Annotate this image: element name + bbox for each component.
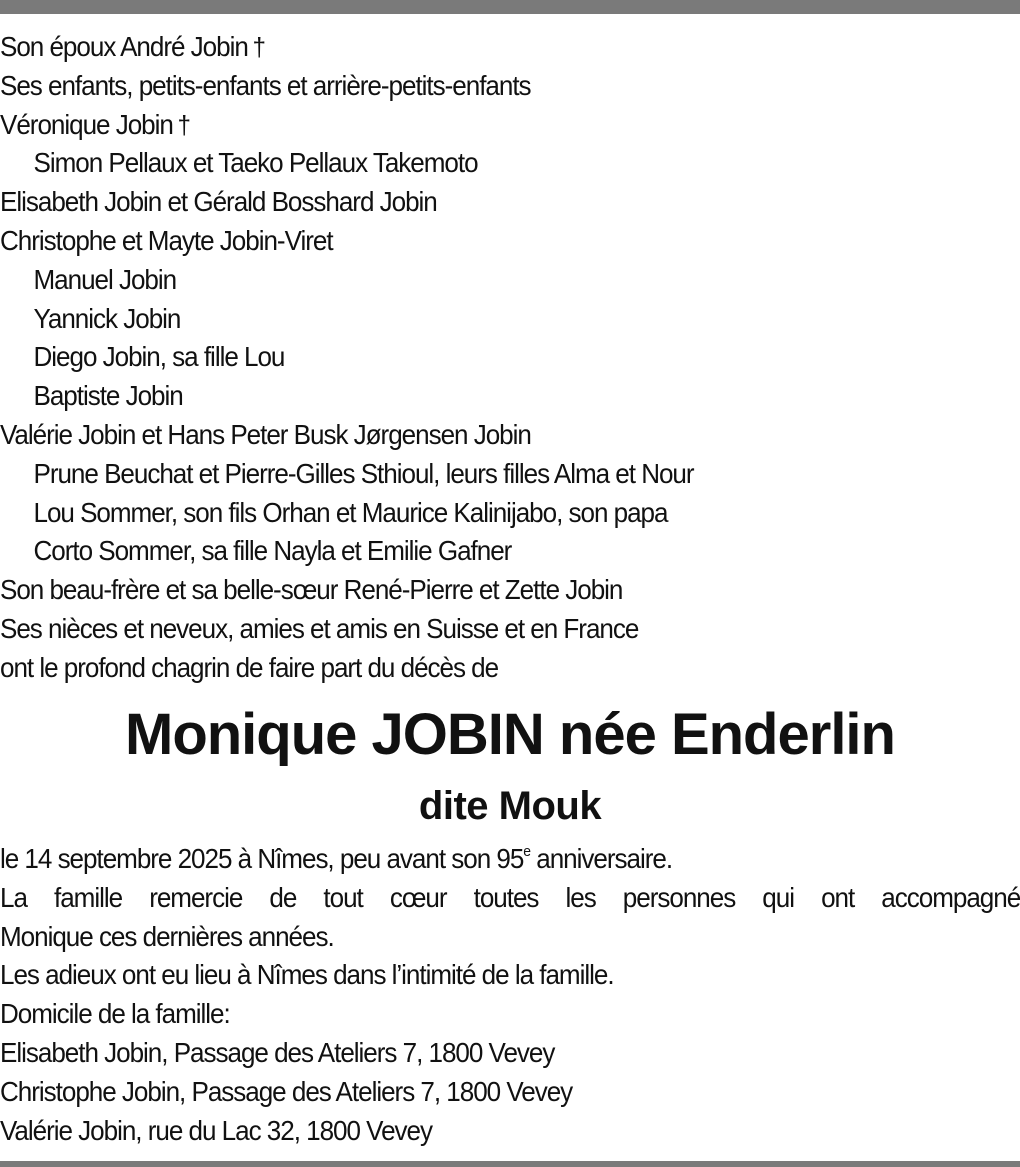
family-line — [0, 222, 949, 261]
details-block — [0, 840, 1020, 1150]
thanks-word: La — [0, 881, 27, 913]
family-line — [0, 338, 949, 377]
family-line — [0, 377, 949, 416]
thanks-word: cœur — [389, 881, 447, 913]
thanks-word: tout — [323, 881, 363, 913]
family-line — [0, 416, 949, 455]
detail-line: Christophe Jobin, Passage des Ateliers 7, 1800 Vevey — [0, 1075, 573, 1107]
date-line — [0, 840, 949, 879]
family-line-text: Simon Pellaux et Taeko Pellaux Takemoto — [33, 147, 478, 179]
cross-icon: † — [177, 109, 190, 140]
thanks-word: toutes — [473, 881, 539, 913]
family-line-text: Prune Beuchat et Pierre-Gilles Sthioul, leurs filles Alma et Nour — [33, 457, 694, 489]
nickname: dite Mouk — [418, 784, 602, 828]
family-list — [0, 28, 1020, 688]
family-line-text: Christophe et Mayte Jobin-Viret — [0, 224, 333, 256]
thanks-word: ont — [821, 881, 855, 913]
date-line-ordinal: e — [523, 843, 531, 860]
family-line — [0, 261, 949, 300]
family-line — [0, 455, 949, 494]
top-rule — [0, 0, 1020, 14]
detail-line: Les adieux ont eu lieu à Nîmes dans l’intimité de la famille. — [0, 959, 614, 991]
bottom-rule — [0, 1161, 1020, 1167]
family-line-text: Ses enfants, petits-enfants et arrière-petits-enfants — [0, 69, 531, 101]
family-line — [0, 67, 949, 106]
detail-line: Elisabeth Jobin, Passage des Ateliers 7, 1800 Vevey — [0, 1036, 555, 1068]
family-line-text: Baptiste Jobin — [33, 380, 183, 412]
thanks-word: les — [565, 881, 596, 913]
family-line — [0, 649, 949, 688]
detail-line: Valérie Jobin, rue du Lac 32, 1800 Vevey — [0, 1114, 432, 1146]
family-line — [0, 144, 949, 183]
family-line-text: Elisabeth Jobin et Gérald Bosshard Jobin — [0, 186, 437, 218]
thanks-word: de — [269, 881, 297, 913]
thanks-word: accompagné — [881, 881, 1020, 913]
family-line-text: Valérie Jobin et Hans Peter Busk Jørgensen Jobin — [0, 418, 531, 450]
thanks-line — [0, 879, 1020, 918]
thanks-word: famille — [54, 881, 123, 913]
thanks-word: qui — [762, 881, 794, 913]
family-line — [0, 532, 949, 571]
family-line-text: Diego Jobin, sa fille Lou — [33, 341, 285, 373]
family-line — [0, 571, 949, 610]
family-line — [0, 28, 949, 67]
detail-line: Monique ces dernières années. — [0, 920, 334, 952]
family-line-text: Véronique Jobin — [0, 108, 173, 140]
family-line-text: Son beau-frère et sa belle-sœur René-Pierre et Zette Jobin — [0, 574, 623, 606]
family-line-text: ont le profond chagrin de faire part du décès de — [0, 651, 499, 683]
family-line-text: Ses nièces et neveux, amies et amis en Suisse et en France — [0, 612, 639, 644]
detail-line: Domicile de la famille: — [0, 998, 230, 1030]
family-line-text: Corto Sommer, sa fille Nayla et Emilie Gafner — [33, 535, 512, 567]
family-line — [0, 300, 949, 339]
family-line — [0, 494, 949, 533]
family-line-text: Son époux André Jobin — [0, 31, 248, 62]
family-line — [0, 183, 949, 222]
thanks-word: remercie — [149, 881, 243, 913]
thanks-word: personnes — [622, 881, 736, 913]
family-line — [0, 610, 949, 649]
family-line-text: Lou Sommer, son fils Orhan et Maurice Kalinijabo, son papa — [33, 496, 668, 528]
family-line-text: Manuel Jobin — [33, 263, 177, 295]
family-line — [0, 106, 949, 145]
cross-icon: † — [252, 32, 265, 62]
date-line-after: anniversaire. — [530, 843, 673, 874]
deceased-name: Monique JOBIN née Enderlin — [125, 702, 895, 767]
date-line-before: le 14 septembre 2025 à Nîmes, peu avant son 95 — [0, 843, 524, 874]
family-line-text: Yannick Jobin — [33, 302, 181, 334]
